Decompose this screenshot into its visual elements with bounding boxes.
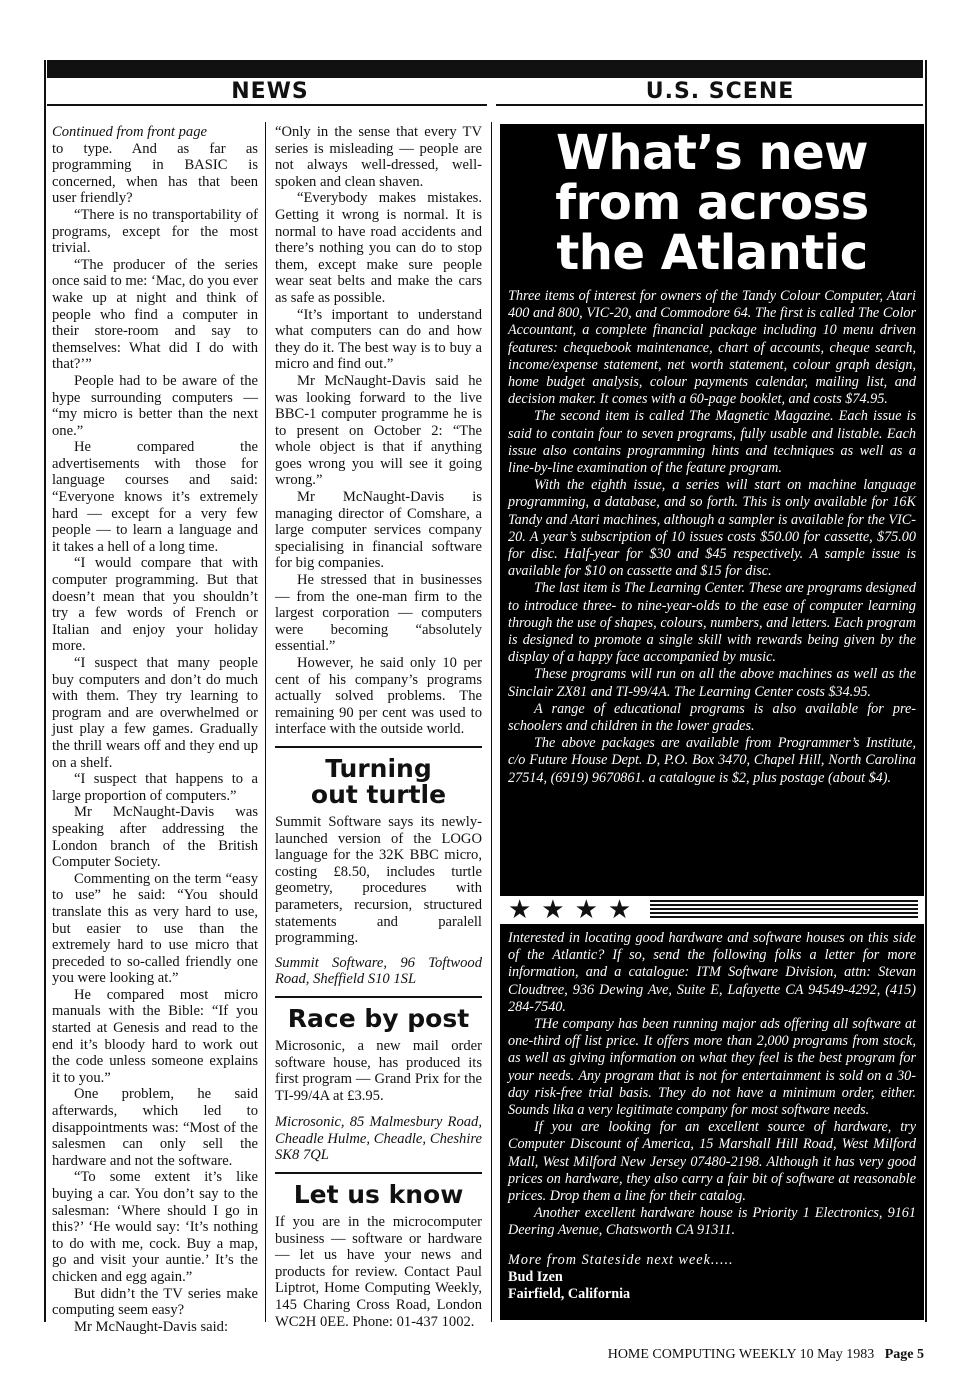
news-paragraph: He stressed that in businesses — from the one-man firm to the largest corporation — computers were becoming “absolutely essential.” — [275, 572, 482, 655]
us-scene-title — [500, 125, 924, 281]
news-paragraph: “It’s important to understand what computers can do and how they do it. The best way is to buy a micro and find out.” — [275, 306, 482, 373]
news-column-2 — [275, 124, 482, 1330]
section-rule — [47, 104, 487, 106]
turtle-headline-line-1: Turning — [325, 753, 432, 783]
news-paragraph: “Only in the sense that every TV series is misleading — people are not always well-dressed, well-spoken and clean shaven. — [275, 124, 482, 190]
news-paragraph: He compared most micro manuals with the Bible: “If you started at Genesis and read to the end it’s bloody hard to work out the code unless someone explains it to you.” — [52, 986, 258, 1086]
news-paragraph: But didn’t the TV series make computing seem easy? — [52, 1285, 258, 1319]
publication-line: HOME COMPUTING WEEKLY 10 May 1983 — [607, 1347, 875, 1362]
news-paragraph: Commenting on the term “easy to use” he said: “You should translate this as very hard to use, but easier to use than the extremely hard to use micro that preceded to so-called friendly one you were looking at.” — [52, 870, 258, 987]
us-scene-body — [508, 288, 916, 787]
story-divider — [275, 746, 482, 748]
news-paragraph: Mr McNaught-Davis said he was looking forward to the live BBC-1 computer programme he is to present on October 2: “The whole object is that if anything goes wrong you will see it going wrong.” — [275, 372, 482, 489]
us-scene-paragraph: If you are looking for an excellent source of hardware, try Computer Discount of America, 15 Marshall Hill Road, West Milford Mall, West Milford New Jersey 07480-2198. Although it has very good prices on hardware, they also carry a fair bit of software at reasonable prices. Drop them a line for their catalog. — [508, 1119, 916, 1205]
page-number: Page 5 — [884, 1347, 924, 1362]
masthead-bar — [47, 60, 923, 78]
section-news: NEWS — [231, 79, 309, 104]
us-scene-paragraph: The last item is The Learning Center. These are programs designed to introduce three- to nine-year-olds to the ease of computer learning through the use of shapes, colours, numbers, and letters. Each program is designed to promote a single skill with rewards being given by the display of a happy face accompanied by music. — [508, 580, 916, 666]
story-divider — [275, 1172, 482, 1174]
title-line-2: from across — [555, 175, 869, 231]
us-scene-box — [500, 124, 924, 1320]
turtle-headline — [275, 753, 482, 809]
author-name: Bud Izen — [508, 1268, 563, 1285]
news-paragraph: “I would compare that with computer programming. But that doesn’t mean that you shouldn’t try a few words of French or Italian and enjoy your holiday more. — [52, 555, 258, 655]
us-scene-paragraph: With the eighth issue, a series will start on machine language programming, a database, and so forth. This is only available for 16K Tandy and Atari machines, although a sampler is available for the VIC-20. A year’s subscription of 10 issues costs $50.00 for cassette, $75.00 for disc. Half-year for $30 and $45 respectively. A sample issue is available for $10 on cassette and $15 for disc. — [508, 477, 916, 580]
news-paragraph: to type. And as far as programming in BASIC is concerned, when has that been user friendly? — [52, 140, 258, 207]
turtle-headline-line-2: out turtle — [310, 779, 447, 809]
us-scene-paragraph: Three items of interest for owners of the Tandy Colour Computer, Atari 400 and 800, VIC-20, and Commodore 64. The first is called The Color Accountant, a complete financial package including 10 menu driven features: chequebook maintenance, chart of accounts, cheque search, income/expense statement, net worth statement, colour graph design, home budget analysis, colour payments calendar, mailing list, and decision maker. It comes with a 60-page booklet, and costs $74.95. — [508, 288, 916, 408]
news-paragraph: Continued from front page — [52, 124, 207, 140]
news-paragraph: “To some extent it’s like buying a car. You don’t say to the salesman: ‘Where should I go in this?’ ‘He would say: ‘It’s nothing to do with me, cock. Buy a map, go and visit your auntie.’ It’s the chicken and egg again.” — [52, 1169, 258, 1285]
news-paragraph: Mr McNaught-Davis is managing director of Comshare, a large computer services company specialising in financial software for big companies. — [275, 489, 482, 572]
news-paragraph: “I suspect that happens to a large proportion of computers.” — [52, 771, 258, 804]
news-paragraph: “Everybody makes mistakes. Getting it wrong is normal. It is normal to have road accidents and there’s nothing you can do to stop them, except make sure people wear seat belts and make the cars as safe as possible. — [275, 190, 482, 306]
section-rule — [496, 104, 923, 106]
race-headline: Race by post — [287, 1003, 470, 1033]
title-line-1: What’s new — [555, 125, 869, 181]
turtle-address: Summit Software, 96 Toftwood Road, Sheffield S10 1SL — [275, 954, 482, 988]
column-divider — [491, 122, 492, 1322]
news-paragraph: Mr McNaught-Davis was speaking after addressing the London branch of the British Computer Society. — [52, 804, 258, 871]
title-line-3: the Atlantic — [556, 225, 868, 281]
star-icon: ★★★★ — [508, 895, 642, 924]
more-next-week: More from Stateside next week..... — [508, 1251, 734, 1268]
news-paragraph: One problem, he said afterwards, which led to disappointments was: “Most of the salesmen can only sell the hardware and not the software. — [52, 1086, 258, 1169]
us-scene-paragraph: THe company has been running major ads offering all software at one-third off list price. It offers more than 2,000 programs from stock, as well as giving information on what they feel is the best program for your needs. Any program that is not for entertainment is sold on a 30-day risk-free trial basis. They do not have a minimum order, either. Sounds lika a very legitimate company for most software needs. — [508, 1016, 916, 1119]
us-scene-paragraph: These programs will run on all the above machines as well as the Sinclair ZX81 and TI-99/4A. The Learning Center costs $34.95. — [508, 666, 916, 700]
turtle-body: Summit Software says its newly-launched version of the LOGO language for the 32K BBC micro, costing £8.50, includes turtle geometry, procedures with parameters, recursion, structured statements and paralell programming. — [275, 813, 482, 947]
news-paragraph: “There is no transportability of programs, except for the most trivial. — [52, 206, 258, 257]
news-column-1 — [52, 124, 258, 1335]
stars-and-stripes — [500, 896, 924, 924]
us-scene-paragraph: Another excellent hardware house is Priority 1 Electronics, 9161 Deering Avenue, Chatsworth CA 91311. — [508, 1205, 916, 1239]
us-scene-body-2 — [508, 930, 916, 1303]
letus-headline: Let us know — [293, 1180, 464, 1210]
left-border — [44, 60, 46, 1322]
us-scene-paragraph: The above packages are available from Programmer’s Institute, c/o Future House Dept. D, P.O. Box 3470, Chapel Hill, North Carolina 27514, (6919) 9670861. a catalogue is $2, plus postage (about $4). — [508, 735, 916, 786]
story-divider — [275, 996, 482, 998]
news-paragraph: He compared the advertisements with those for language courses and said: “Everyone knows it’s extremely hard — except for a very few people — to learn a language and it takes a hell of a long time. — [52, 439, 258, 555]
us-scene-paragraph: The second item is called The Magnetic Magazine. Each issue is said to contain four to seven programs, fully usable and listable. Each issue also contains programming hints and techniques as well as a line-by-line examination of the feature program. — [508, 408, 916, 477]
news-paragraph: Mr McNaught-Davis said: — [74, 1318, 229, 1335]
column-divider — [265, 122, 266, 1322]
news-paragraph: “I suspect that many people buy computers and don’t do much with them. They try learning to program and are overwhelmed or just play a few games. Gradually the thrill wears off and they end up on a shelf. — [52, 655, 258, 771]
us-scene-paragraph: Interested in locating good hardware and software houses on this side of the Atlantic? If so, send the following folks a letter for more information, and a catalogue: ITM Software Division, attn: Stevan Cloudtree, 936 Dewing Ave, Suite E, Lafayette CA 94549-4292, (415) 284-7540. — [508, 930, 916, 1015]
section-us-scene: U.S. SCENE — [645, 79, 795, 104]
page-footer — [608, 1347, 924, 1363]
right-border — [925, 60, 927, 1322]
letus-body: If you are in the microcomputer business — software or hardware — let us have your news and products for review. Contact Paul Liptrot, Home Computing Weekly, 145 Charing Cross Road, London WC2H 0EE. Phone: 01-437 1002. — [275, 1214, 482, 1330]
news-paragraph: People had to be aware of the hype surrounding computers — “my micro is better than the next one.” — [52, 372, 258, 439]
news-paragraph: However, he said only 10 per cent of his company’s programs actually solved problems. The remaining 90 per cent was used to interface with the outside world. — [275, 655, 482, 738]
news-paragraph: “The producer of the series once said to me: ‘Mac, do you ever wake up at night and think of people who find a computer in their store-room and say to themselves: What did I do with that?’” — [52, 256, 258, 373]
stripes-decoration — [650, 900, 918, 922]
race-body: Microsonic, a new mail order software house, has produced its first program — Grand Prix for the TI-99/4A at £3.95. — [275, 1037, 482, 1104]
race-address: Microsonic, 85 Malmesbury Road, Cheadle Hulme, Cheadle, Cheshire SK8 7QL — [275, 1114, 482, 1164]
us-scene-paragraph: A range of educational programs is also available for pre-schoolers and children in the lower grades. — [508, 700, 916, 735]
author-location: Fairfield, California — [508, 1286, 631, 1303]
